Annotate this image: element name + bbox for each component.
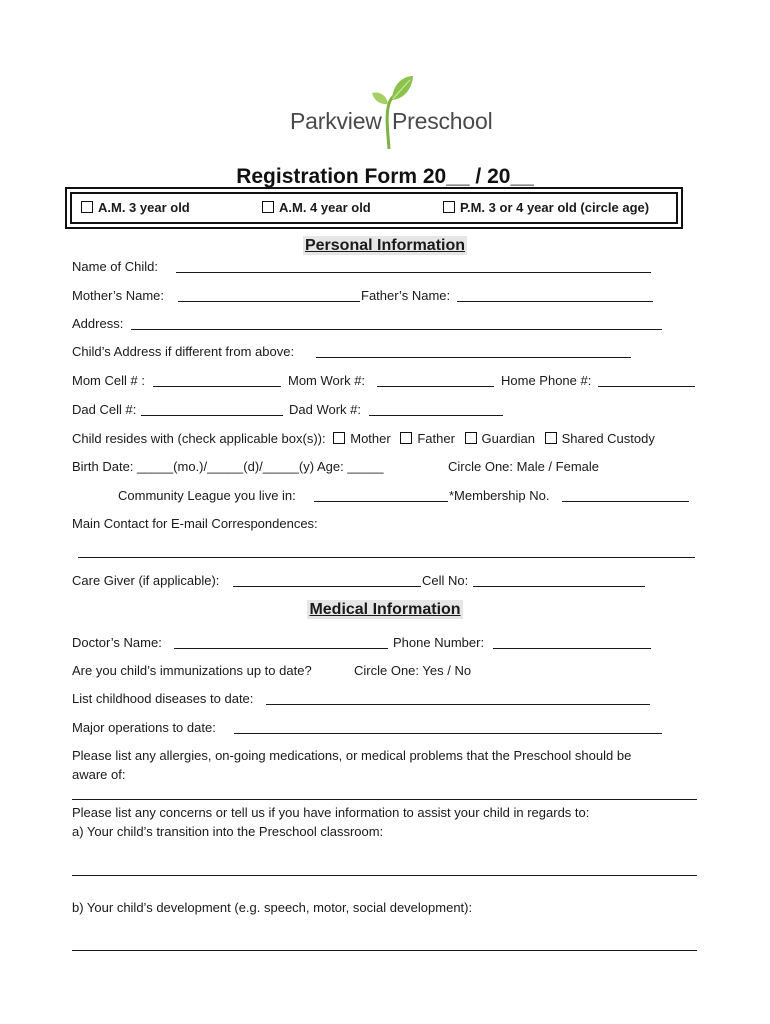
checkbox-icon[interactable] [81,201,93,213]
mothers-name-field[interactable] [178,301,360,302]
concerns-label: Please list any concerns or tell us if you have information to assist your child in regards to: [72,805,590,820]
fathers-name-field[interactable] [457,301,653,302]
address-label: Address: [72,316,124,331]
concerns-transition-label: a) Your child’s transition into the Preschool classroom: [72,824,384,839]
membership-label: *Membership No. [449,488,550,503]
home-phone-label: Home Phone #: [501,373,592,388]
childs-address-field[interactable] [316,357,631,358]
cell-no-field[interactable] [473,586,645,587]
diseases-field[interactable] [266,704,650,705]
resides-mother-label: Mother [350,431,391,446]
operations-field[interactable] [234,733,662,734]
option-pm-label: P.M. 3 or 4 year old (circle age) [460,200,650,215]
page-title: Registration Form 20__ / 20__ [236,165,534,188]
option-am-4[interactable] [262,200,371,215]
childs-address-label: Child’s Address if different from above: [72,344,295,359]
allergies-label-line2: aware of: [72,767,126,782]
mom-work-field[interactable] [377,386,494,387]
resides-with-row [72,431,655,446]
immunizations-circle[interactable]: Circle One: Yes / No [354,663,472,678]
resides-father-label: Father [417,431,455,446]
checkbox-icon[interactable] [333,432,345,444]
doctors-name-field[interactable] [174,648,388,649]
checkbox-icon[interactable] [262,201,274,213]
logo-text-left: Parkview [290,108,382,134]
mom-cell-label: Mom Cell # : [72,373,145,388]
checkbox-icon[interactable] [400,432,412,444]
mom-work-label: Mom Work #: [288,373,366,388]
home-phone-field[interactable] [598,386,695,387]
option-am-4-label: A.M. 4 year old [279,200,371,215]
resides-guardian-label: Guardian [481,431,536,446]
concerns-development-label: b) Your child’s development (e.g. speech, motor, social development): [72,900,473,915]
medical-info-heading [0,601,770,619]
cell-no-label: Cell No: [422,573,469,588]
community-league-label: Community League you live in: [118,488,296,503]
main-contact-field[interactable] [78,557,695,558]
checkbox-icon[interactable] [545,432,557,444]
medical-info-heading-text: Medical Information [309,601,461,618]
dad-work-field[interactable] [369,415,503,416]
care-giver-field[interactable] [233,586,421,587]
resides-shared-label: Shared Custody [561,431,655,446]
dad-cell-label: Dad Cell #: [72,402,137,417]
allergies-label-line1: Please list any allergies, on-going medications, or medical problems that the Preschool should be [72,748,632,763]
mothers-name-label: Mother’s Name: [72,288,164,303]
checkbox-icon[interactable] [443,201,455,213]
personal-info-heading-text: Personal Information [304,237,466,254]
allergies-field[interactable] [72,799,697,800]
community-league-field[interactable] [314,501,448,502]
phone-number-label: Phone Number: [393,635,485,650]
membership-field[interactable] [562,501,689,502]
checkbox-icon[interactable] [465,432,477,444]
dad-cell-field[interactable] [141,415,283,416]
phone-number-field[interactable] [493,648,651,649]
care-giver-label: Care Giver (if applicable): [72,573,220,588]
dad-work-label: Dad Work #: [289,402,362,417]
immunizations-label: Are you child’s immunizations up to date? [72,663,312,678]
option-pm-3-or-4[interactable] [443,200,649,215]
mom-cell-field[interactable] [153,386,281,387]
personal-info-heading [0,237,770,255]
operations-label: Major operations to date: [72,720,216,735]
name-of-child-field[interactable] [176,272,651,273]
gender-circle[interactable]: Circle One: Male / Female [448,459,599,474]
session-options-box [65,187,683,229]
resides-with-label: Child resides with (check applicable box(s)): [72,431,326,446]
concerns-transition-field[interactable] [72,875,697,876]
doctors-name-label: Doctor’s Name: [72,635,162,650]
option-am-3-label: A.M. 3 year old [98,200,190,215]
main-contact-label: Main Contact for E-mail Correspondences: [72,516,318,531]
address-field[interactable] [131,329,662,330]
option-am-3[interactable] [81,200,190,215]
concerns-development-field[interactable] [72,950,697,951]
logo [288,74,493,150]
name-of-child-label: Name of Child: [72,259,158,274]
fathers-name-label: Father’s Name: [361,288,451,303]
logo-text-right: Preschool [392,108,493,134]
birth-date-field[interactable]: Birth Date: _____(mo.)/_____(d)/_____(y) Age: _____ [72,459,384,474]
diseases-label: List childhood diseases to date: [72,691,254,706]
